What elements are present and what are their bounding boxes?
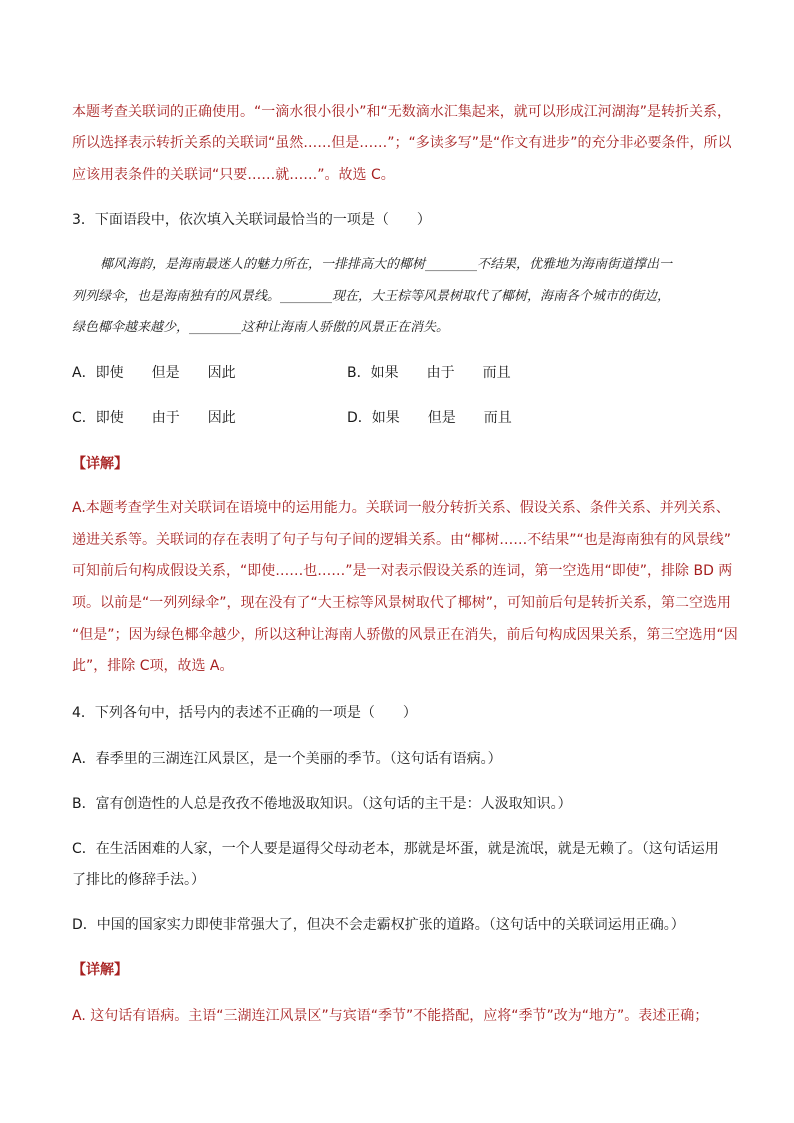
q4-option-b: B．富有创造性的人总是孜孜不倦地汲取知识。（这句话的主干是：人汲取知识。） [72,796,572,812]
q4-option-c-line-2: 了排比的修辞手法。） [72,872,205,888]
q3-detail-label: 【详解】 [72,456,128,472]
q3-analysis-line-4: 项。以前是“一列列绿伞”，现在没有了“大王棕等风景树取代了椰树”，可知前后句是转折关系，第二空选用 [72,595,732,611]
q3-option-b: B．如果 由于 而且 [347,365,511,381]
q3-option-d: D．如果 但是 而且 [347,410,512,426]
prev-analysis-line-2: 所以选择表示转折关系的关联词“虽然……但是……”；“多读多写”是“作文有进步”的充分非必要条件，所以 [72,135,732,151]
q3-passage-line-3: 绿色椰伞越来越少，________这种让海南人骄傲的风景正在消失。 [72,320,450,335]
q3-analysis-line-5: “但是”；因为绿色椰伞越少，所以这种让海南人骄傲的风景正在消失，前后句构成因果关系，第三空选用“因 [72,627,738,643]
q4-stem: 4．下列各句中，括号内的表述不正确的一项是（ ） [72,705,417,721]
q3-option-a: A．即使 但是 因此 [72,365,236,381]
q3-analysis-line-6: 此”，排除 C项，故选 A。 [72,658,234,674]
prev-analysis-line-1: 本题考查关联词的正确使用。“一滴水很小很小”和“无数滴水汇集起来，就可以形成江河湖海”是转折关系， [72,104,732,120]
q3-stem: 3．下面语段中，依次填入关联词最恰当的一项是（ ） [72,212,431,228]
q3-analysis-line-3: 可知前后句构成假设关系，“即使……也……”是一对表示假设关系的连词，第一空选用“即使”，排除 BD 两 [72,563,733,579]
q4-detail-label: 【详解】 [72,962,128,978]
q3-passage-line-2: 列列绿伞，也是海南独有的风景线。________现在，大王棕等风景树取代了椰树，海南各个城市的街边， [72,289,671,304]
q4-option-c-line-1: C．在生活困难的人家，一个人要是逼得父母动老本，那就是坏蛋，就是流氓，就是无赖了。（这句话运用 [72,841,719,857]
q3-option-c: C．即使 由于 因此 [72,410,236,426]
q3-analysis-line-1: A.本题考查学生对关联词在语境中的运用能力。关联词一般分转折关系、假设关系、条件关系、并列关系、 [72,500,730,516]
q3-analysis-line-2: 递进关系等。关联词的存在表明了句子与句子间的逻辑关系。由“椰树……不结果”“也是海南独有的风景线” [72,532,732,548]
q4-option-a: A．春季里的三湖连江风景区，是一个美丽的季节。（这句话有语病。） [72,751,502,767]
prev-analysis-line-3: 应该用表条件的关联词“只要……就……”。故选 C。 [72,167,395,183]
q3-passage-line-1: 椰风海韵，是海南最迷人的魅力所在，一排排高大的椰树________不结果，优雅地为海南街道撑出一 [100,257,673,272]
q4-option-d: D．中国的国家实力即使非常强大了，但决不会走霸权扩张的道路。（这句话中的关联词运用正确。） [72,917,685,933]
q4-analysis-line-1: A. 这句话有语病。主语“三湖连江风景区”与宾语“季节”不能搭配，应将“季节”改为“地方”。表述正确； [72,1008,709,1024]
